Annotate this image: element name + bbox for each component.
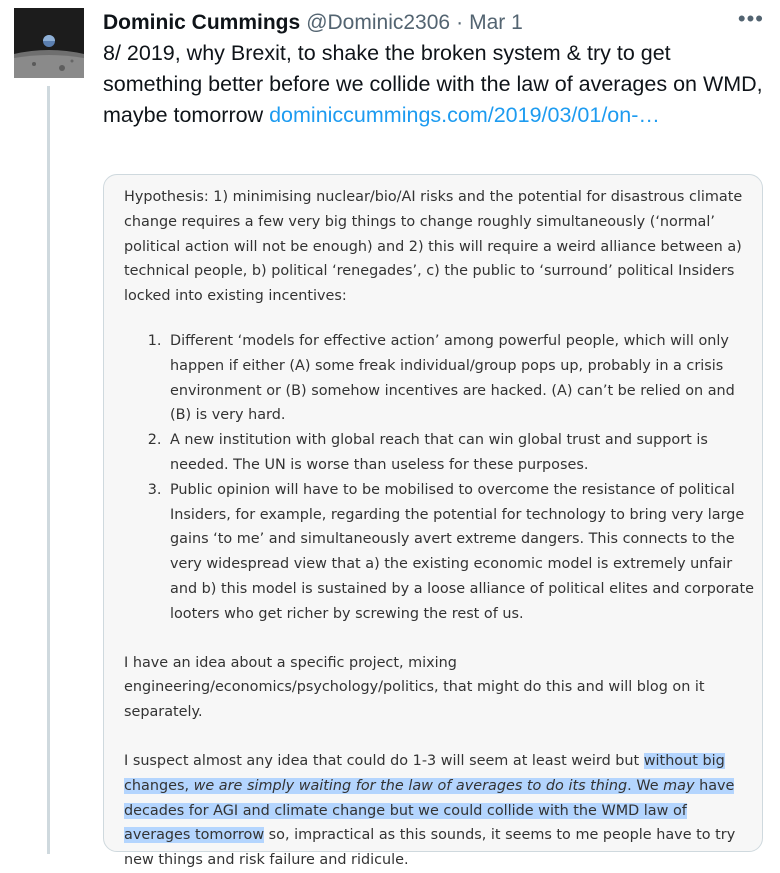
author-name[interactable]: Dominic Cummings: [103, 11, 301, 34]
tweet-date[interactable]: Mar 1: [469, 11, 523, 34]
highlight-part: without big changes,: [124, 752, 725, 794]
list-item: 2. A new institution with global reach that can win global trust and support is needed. The UN is worse than useless for these purposes.: [166, 428, 754, 478]
thread-line: [47, 86, 50, 854]
avatar[interactable]: [14, 8, 84, 78]
tweet-body: 8/ 2019, why Brexit, to shake the broken system & try to get something better before we collide with the law of averages on WMD, maybe tomorrow: [103, 41, 763, 127]
tweet-text: [103, 38, 763, 131]
earthrise-image: [14, 8, 84, 78]
list-item: 3. Public opinion will have to be mobilised to overcome the resistance of political Insiders, for example, regarding the potential for technology to bring very large gains ‘to me’ and simultaneously avert extreme dangers. This connects to the very widespread view that a) the existing economic model is extremely unfair and b) this model is sustained by a loose alliance of political elites and corporate looters who get richer by screwing the rest of us.: [166, 478, 754, 627]
attached-image-card[interactable]: [103, 174, 763, 869]
list-item: 1. Different ‘models for effective action’ among powerful people, which will only happen if either (A) some freak individual/group pops up, probably in a crisis environment or (B) somehow incentives are hacked. (A) can’t be relied on and (B) is very hard.: [166, 329, 754, 428]
highlight-part: have decades for AGI and climate change but we could collide with the WMD law of averages tomorrow: [124, 777, 735, 844]
quoted-excerpt: [124, 185, 754, 873]
idea-paragraph: I have an idea about a specific project, mixing engineering/economics/psychology/politics, that might do this and will blog on it separately.: [124, 654, 705, 721]
separator-dot: ·: [456, 11, 464, 34]
author-handle[interactable]: @Dominic2306: [306, 11, 451, 34]
numbered-list: [124, 329, 754, 627]
highlight-italic: may: [663, 777, 695, 794]
more-horizontal-icon[interactable]: •••: [737, 6, 764, 31]
highlight-italic: we are simply waiting for the law of averages to do its thing: [193, 777, 628, 794]
suspect-text: I suspect almost any idea that could do 1-3 will seem at least weird but: [124, 752, 644, 769]
highlight-part: . We: [627, 777, 664, 794]
suspect-paragraph: [124, 749, 754, 873]
suspect-text-end: so, impractical as this sounds, it seems to me people have to try new things and risk failure and ridicule.: [124, 827, 736, 869]
tweet-header: [103, 6, 766, 37]
hypothesis-paragraph: Hypothesis: 1) minimising nuclear/bio/AI risks and the potential for disastrous climate change requires a few very big things to change roughly simultaneously (‘normal’ political action will not be enough) and 2) this will require a weird alliance between a) technical people, b) political ‘renegades’, c) the public to ‘surround’ political Insiders locked into existing incentives:: [124, 189, 743, 305]
tweet-link[interactable]: dominiccummings.com/2019/03/01/on-…: [269, 103, 660, 127]
